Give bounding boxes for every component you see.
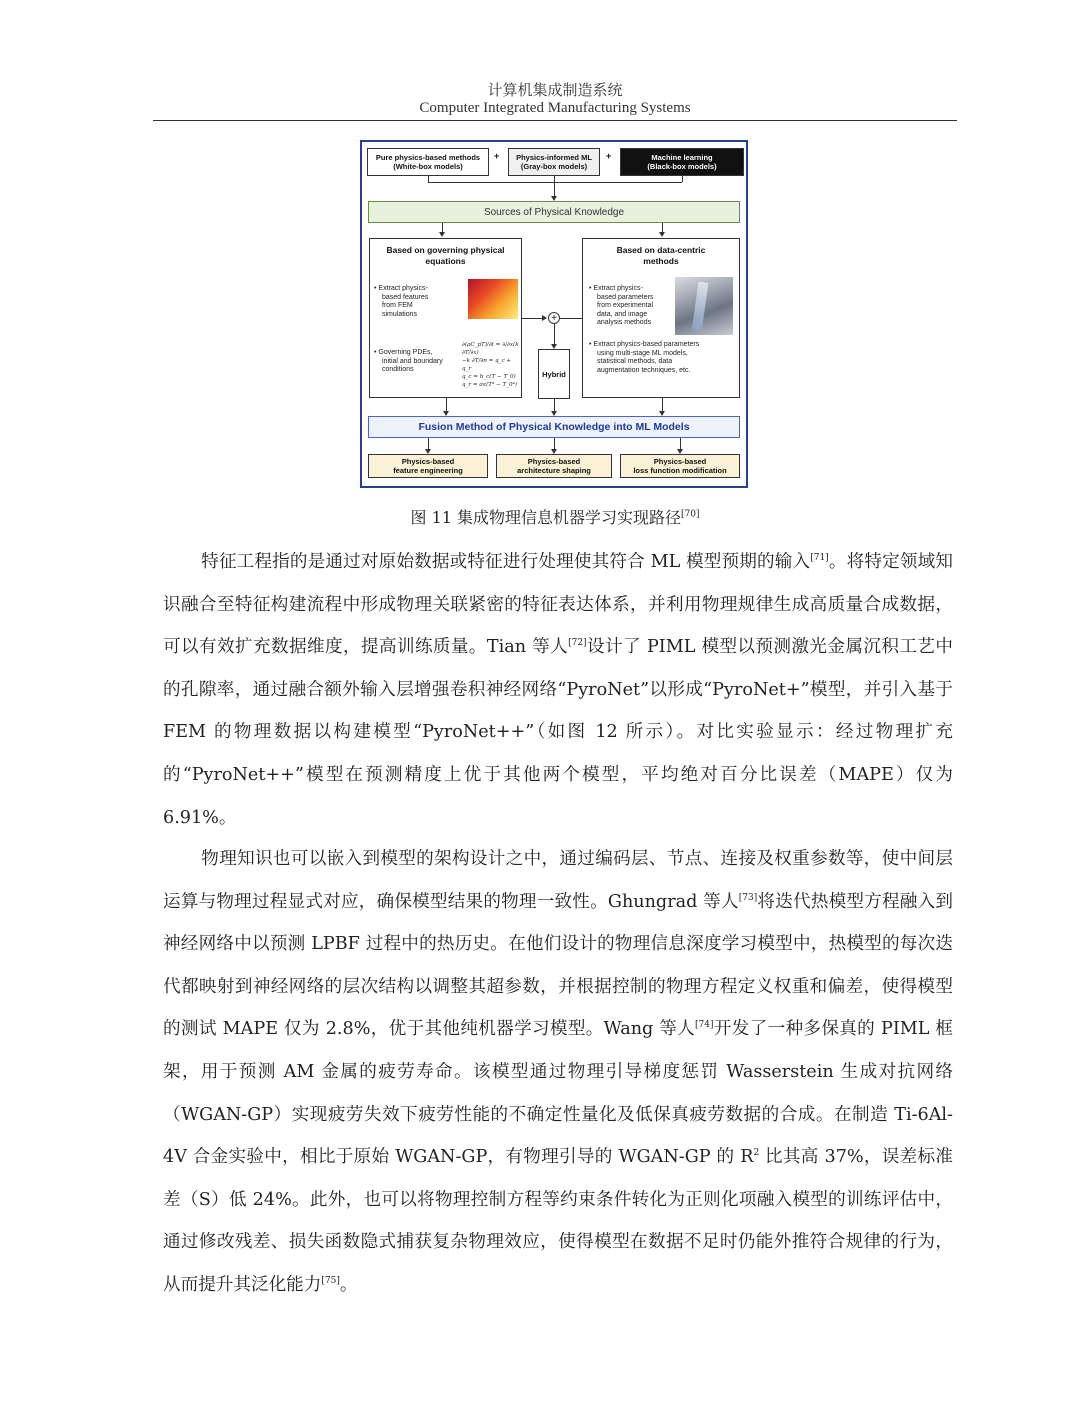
- left-bullet-1: • Extract physics- based features from FEM simulations: [374, 285, 429, 318]
- left-panel-title-line-2: equations: [425, 256, 466, 266]
- connector-line: [554, 176, 555, 196]
- arrow-down-icon: [439, 232, 445, 237]
- gray-box-label-1: Physics-informed ML: [516, 153, 592, 162]
- white-box-models-box: [367, 148, 489, 176]
- fem-temperature-heatmap: [468, 279, 518, 319]
- right-panel-title: [583, 245, 739, 267]
- black-box-label-2: (Black-box models): [647, 162, 717, 171]
- figure-11-diagram: [360, 140, 748, 488]
- connector-line: [554, 324, 555, 346]
- feature-engineering-label-2: feature engineering: [393, 466, 463, 475]
- gray-box-models-box: [508, 148, 600, 176]
- architecture-shaping-label-1: Physics-based: [527, 457, 581, 466]
- right-bullet-1: • Extract physics- based parameters from experimental data, and image analysis methods: [589, 285, 654, 327]
- connector-line: [560, 318, 582, 319]
- feature-engineering-box: [368, 454, 488, 478]
- right-bullet-2-line-4: augmentation techniques, etc.: [597, 366, 691, 374]
- plus-sign-2: +: [606, 151, 612, 161]
- left-bullet-1-line-3: from FEM: [382, 302, 413, 310]
- figure-caption: [0, 505, 1080, 528]
- journal-title-en: Computer Integrated Manufacturing Systems: [419, 100, 691, 116]
- right-panel-title-line-1: Based on data-centric: [616, 245, 706, 255]
- equation-2: −k ∂T/∂n = q_c + q_r: [462, 358, 512, 372]
- right-bullet-1-line-1: Extract physics-: [593, 285, 643, 292]
- left-bullet-2-line-1: Governing PDEs,: [378, 349, 433, 356]
- p2-text-2: 将迭代热模型方程融入到神经网络中以预测 LPBF 过程中的热历史。在他们设计的物理信息深度学习模型中，热模型的每次迭代都映射到神经网络的层次结构以调整其超参数，并根据控制的物理方程定义权重和偏差，使得模型的测试 MAPE 仅为 2.8%，优于其他纯机器学习模型。Wang 等人: [163, 891, 953, 1040]
- connector-line: [554, 182, 682, 183]
- left-panel-title-line-1: Based on governing physical: [386, 245, 505, 255]
- p2-text-1: 物理知识也可以嵌入到模型的架构设计之中，通过编码层、节点、连接及权重参数等，使中间层运算与物理过程显式对应，确保模型结果的物理一致性。Ghungrad 等人: [163, 849, 953, 912]
- p1-text-2: 。将特定领域知识融合至特征构建流程中形成物理关联紧密的特征表达体系，并利用物理规律生成高质量合成数据，可以有效扩充数据维度，提高训练质量。Tian 等人: [163, 552, 953, 658]
- arrow-right-icon: [542, 315, 547, 321]
- citation-71: [71]: [810, 553, 829, 564]
- right-bullet-1-line-2: based parameters: [597, 293, 654, 301]
- governing-equations-panel: [369, 238, 522, 398]
- black-box-label-1: Machine learning: [651, 153, 713, 162]
- equation-1: ∂(ρC_pT)/∂t = ∂/∂x(k ∂T/∂x): [462, 342, 519, 356]
- arrow-down-icon: [659, 232, 665, 237]
- journal-title-cn: 计算机集成制造系统: [487, 81, 623, 99]
- right-bullet-2-line-3: statistical methods, data: [597, 358, 673, 366]
- left-bullet-2-line-2: initial and boundary: [382, 357, 443, 365]
- left-bullet-1-line-4: simulations: [382, 310, 418, 318]
- feature-engineering-label-1: Physics-based: [401, 457, 455, 466]
- left-bullet-2: • Governing PDEs, initial and boundary conditions: [374, 349, 443, 374]
- connector-line: [682, 176, 683, 182]
- right-bullet-2-line-2: using multi-stage ML models,: [597, 349, 688, 357]
- black-box-models-box: [620, 148, 744, 176]
- architecture-shaping-label-2: architecture shaping: [517, 466, 591, 475]
- right-panel-title-line-2: methods: [643, 256, 679, 266]
- caption-citation: [70]: [681, 509, 700, 520]
- p1-text-1: 特征工程指的是通过对原始数据或特征进行处理使其符合 ML 模型预期的输入: [201, 552, 811, 572]
- connector-line: [428, 182, 554, 183]
- citation-75: [75]: [321, 1276, 340, 1287]
- left-bullet-1-line-1: Extract physics-: [378, 285, 428, 292]
- combine-plus-icon: +: [548, 312, 560, 324]
- right-bullet-2-line-1: Extract physics-based parameters: [593, 341, 700, 348]
- hybrid-box: Hybrid: [538, 349, 570, 399]
- p2-text-3: 开发了一种多保真的 PIML 框架，用于预测 AM 金属的疲劳寿命。该模型通过物理引导梯度惩罚 Wasserstein 生成对抗网络（WGAN-GP）实现疲劳失效下疲劳性能的不确定性量化及低保真疲劳数据的合成。在制造 Ti-6Al-4V 合金实验中，相比于原始 WGAN-GP，有物理引导的 WGAN-GP 的 R: [163, 1019, 953, 1168]
- left-bullet-1-line-2: based features: [382, 293, 429, 301]
- paragraph-1: [163, 541, 953, 839]
- connector-line: [446, 398, 447, 412]
- white-box-label-1: Pure physics-based methods: [375, 153, 481, 162]
- right-bullet-1-line-4: data, and image: [597, 310, 648, 318]
- equation-4: q_r = σε(T⁴ − T_0⁴): [462, 382, 518, 388]
- p2-text-5: 。: [339, 1274, 358, 1295]
- connector-line: [662, 398, 663, 412]
- citation-74: [74]: [695, 1020, 714, 1031]
- architecture-shaping-box: [496, 454, 612, 478]
- fusion-method-bar: Fusion Method of Physical Knowledge into ML Models: [368, 416, 740, 438]
- plus-sign-1: +: [494, 151, 500, 161]
- right-bullet-2: • Extract physics-based parameters using multi-stage ML models, statistical methods, data augmentation techniques, etc.: [589, 341, 700, 374]
- left-panel-title: [370, 245, 521, 267]
- header-divider: [153, 120, 957, 121]
- r-squared-superscript: 2: [753, 1148, 760, 1159]
- citation-72: [72]: [568, 638, 587, 649]
- caption-text: 图 11 集成物理信息机器学习实现路径: [410, 508, 682, 527]
- loss-function-label-2: loss function modification: [633, 466, 727, 475]
- connector-line: [522, 318, 544, 319]
- p2-text-4: 比其高 37%，误差标准差（S）低 24%。此外，也可以将物理控制方程等约束条件转化为正则化项融入模型的训练评估中，通过修改残差、损失函数隐式捕获复杂物理效应，使得模型在数据不足时仍能外推符合规律的行为，从而提升其泛化能力: [163, 1147, 953, 1295]
- sources-of-physical-knowledge-bar: Sources of Physical Knowledge: [368, 201, 740, 223]
- data-centric-panel: [582, 238, 740, 398]
- right-bullet-1-line-5: analysis methods: [597, 319, 652, 327]
- left-bullet-2-line-3: conditions: [382, 366, 414, 374]
- loss-function-box: [620, 454, 740, 478]
- paragraph-2: [163, 838, 953, 1307]
- experimental-micrograph-image: [675, 277, 733, 335]
- right-bullet-1-line-3: from experimental: [597, 302, 654, 310]
- gray-box-label-2: (Gray-box models): [520, 162, 588, 171]
- loss-function-label-1: Physics-based: [653, 457, 707, 466]
- governing-pde-equations: [462, 341, 521, 389]
- citation-73: [73]: [738, 892, 758, 903]
- equation-3: q_c = h_c(T − T_0): [462, 374, 516, 380]
- white-box-label-2: (White-box models): [393, 162, 463, 171]
- p1-text-3: 设计了 PIML 模型以预测激光金属沉积工艺中的孔隙率，通过融合额外输入层增强卷积神经网络“PyroNet”以形成“PyroNet+”模型，并引入基于 FEM 的物理数据以构建模型“PyroNet++”（如图 12 所示）。对比实验显示：经过物理扩充的“PyroNet++”模型在预测精度上优于其他两个模型，平均绝对百分比误差（MAPE）仅为 6.91%。: [163, 637, 953, 828]
